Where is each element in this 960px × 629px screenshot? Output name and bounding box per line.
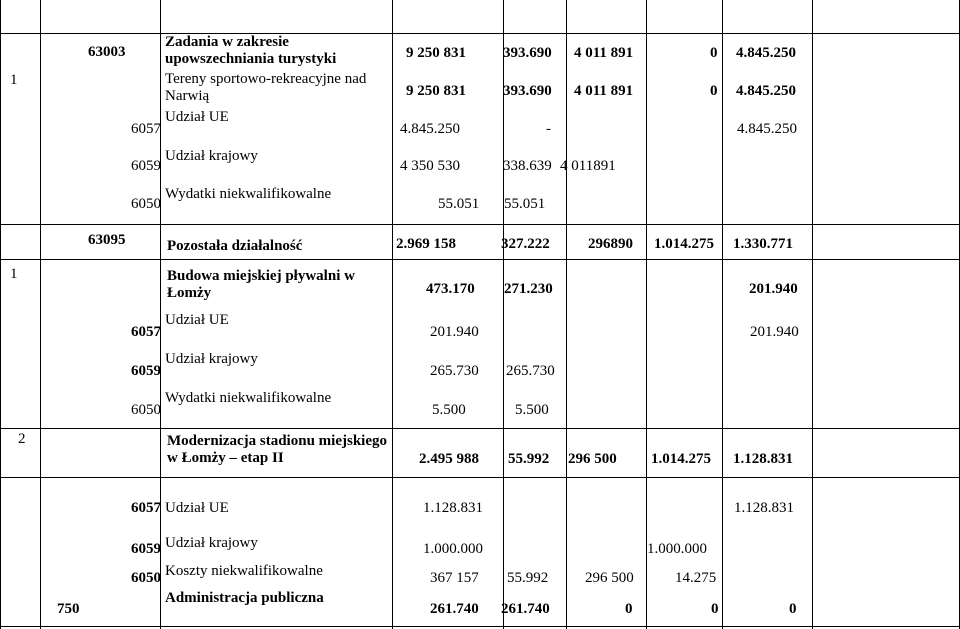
chapter-name: Administracja publiczna xyxy=(165,590,324,606)
paragraph-code: 6057 xyxy=(131,500,161,516)
amount: 367 157 xyxy=(430,570,479,586)
paragraph-code: 6057 xyxy=(131,121,161,137)
item-number: 1 xyxy=(10,72,18,88)
amount: 4.845.250 xyxy=(737,121,797,137)
amount: 296 500 xyxy=(568,451,617,467)
amount: 393.690 xyxy=(503,45,552,61)
row-rule xyxy=(0,259,960,260)
amount: 265.730 xyxy=(506,363,555,379)
row-rule xyxy=(0,428,960,429)
amount: 1.014.275 xyxy=(651,451,711,467)
col-rule xyxy=(812,0,813,629)
amount: 55.992 xyxy=(507,570,549,586)
paragraph-code: 6057 xyxy=(131,324,161,340)
paragraph-code: 6050 xyxy=(131,402,161,418)
task-name: Modernizacja stadionu miejskiego w Łomży – etap II xyxy=(167,433,387,466)
amount: 9 250 831 xyxy=(406,83,466,99)
paragraph-label: Udział krajowy xyxy=(165,351,258,367)
paragraph-label: Koszty niekwalifikowalne xyxy=(165,563,323,579)
col-rule xyxy=(40,0,41,629)
paragraph-label: Udział UE xyxy=(165,312,229,328)
amount: 2.495 988 xyxy=(419,451,479,467)
paragraph-label: Wydatki niekwalifikowalne xyxy=(165,390,332,406)
amount: 2.969 158 xyxy=(396,236,456,252)
amount: 4.845.250 xyxy=(736,83,796,99)
amount: 1.330.771 xyxy=(733,236,793,252)
paragraph-code: 6059 xyxy=(131,158,161,174)
chapter-code: 750 xyxy=(57,601,80,617)
chapter-code: 63003 xyxy=(88,44,126,60)
amount: 1.128.831 xyxy=(423,500,483,516)
amount: - xyxy=(546,121,551,137)
amount: 55.051 xyxy=(504,196,546,212)
amount: 1.128.831 xyxy=(733,451,793,467)
amount: 4 011891 xyxy=(560,158,616,174)
amount: 271.230 xyxy=(504,281,553,297)
paragraph-label: Udział krajowy xyxy=(165,148,258,164)
paragraph-code: 6050 xyxy=(131,570,161,586)
amount: 1.000.000 xyxy=(423,541,483,557)
col-rule xyxy=(566,0,567,629)
amount: 5.500 xyxy=(432,402,466,418)
amount: 4.845.250 xyxy=(400,121,460,137)
amount: 265.730 xyxy=(430,363,479,379)
paragraph-label: Wydatki niekwalifikowalne xyxy=(165,186,332,202)
amount: 201.940 xyxy=(750,324,799,340)
amount: 0 xyxy=(710,83,718,99)
amount: 9 250 831 xyxy=(406,45,466,61)
amount: 296 500 xyxy=(585,570,634,586)
amount: 261.740 xyxy=(430,601,479,617)
amount: 0 xyxy=(711,601,719,617)
amount: 55.051 xyxy=(438,196,480,212)
col-rule xyxy=(0,0,1,629)
amount: 55.992 xyxy=(508,451,550,467)
amount: 393.690 xyxy=(503,83,552,99)
chapter-name: Zadania w zakresie upowszechniania turystyki xyxy=(165,34,337,67)
col-rule xyxy=(160,0,161,629)
amount: 296890 xyxy=(588,236,633,252)
amount: 1.000.000 xyxy=(647,541,707,557)
amount: 473.170 xyxy=(426,281,475,297)
row-rule xyxy=(0,33,960,34)
amount: 201.940 xyxy=(430,324,479,340)
paragraph-code: 6059 xyxy=(131,541,161,557)
amount: 4.845.250 xyxy=(736,45,796,61)
amount: 0 xyxy=(710,45,718,61)
amount: 0 xyxy=(789,601,797,617)
task-name: Tereny sportowo-rekreacyjne nad Narwią xyxy=(165,71,367,104)
amount: 14.275 xyxy=(675,570,717,586)
item-number: 1 xyxy=(10,266,18,282)
amount: 261.740 xyxy=(501,601,550,617)
amount: 1.128.831 xyxy=(734,500,794,516)
amount: 338.639 xyxy=(503,158,552,174)
paragraph-code: 6059 xyxy=(131,363,161,379)
row-rule xyxy=(0,477,960,478)
amount: 1.014.275 xyxy=(654,236,714,252)
amount: 4 350 530 xyxy=(400,158,460,174)
amount: 5.500 xyxy=(515,402,549,418)
col-rule xyxy=(722,0,723,629)
amount: 201.940 xyxy=(749,281,798,297)
chapter-code: 63095 xyxy=(88,232,126,248)
task-name: Budowa miejskiej pływalni w Łomży xyxy=(167,268,355,301)
col-rule xyxy=(646,0,647,629)
amount: 4 011 891 xyxy=(574,45,634,61)
paragraph-code: 6050 xyxy=(131,196,161,212)
paragraph-label: Udział UE xyxy=(165,109,229,125)
item-number: 2 xyxy=(18,431,26,447)
amount: 327.222 xyxy=(501,236,550,252)
amount: 0 xyxy=(625,601,633,617)
col-rule xyxy=(392,0,393,629)
chapter-name: Pozostała działalność xyxy=(167,238,303,254)
row-rule xyxy=(0,626,960,627)
paragraph-label: Udział UE xyxy=(165,500,229,516)
row-rule xyxy=(0,224,960,225)
paragraph-label: Udział krajowy xyxy=(165,535,258,551)
amount: 4 011 891 xyxy=(574,83,634,99)
